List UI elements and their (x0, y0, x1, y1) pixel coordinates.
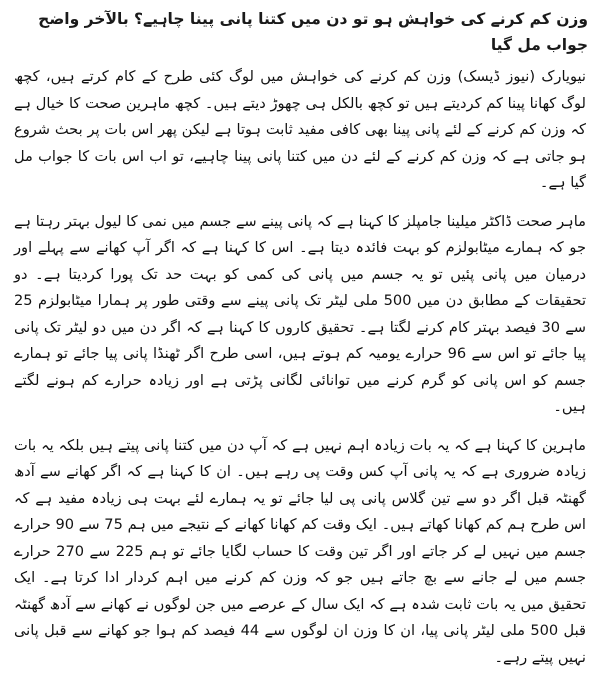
article-paragraph-1: نیویارک (نیوز ڈیسک) وزن کم کرنے کی خواہش میں لوگ کئی طرح کے کام کرتے ہیں، کچھ لوگ کھانا پینا کم کردیتے ہیں تو کچھ بالکل ہی چھوڑ دیتے ہیں۔ کچھ ماہرین صحت کا خیال ہے کہ وزن کم کرنے کے لئے پانی پینا بھی کافی مفید ثابت ہوتا ہے لیکن پھر اس بات پر بحث شروع ہو جاتی ہے کہ وزن کم کرنے کے لئے دن میں کتنا پانی پینا چاہیے، تو اب اس بات کا جواب مل گیا ہے۔ (14, 68, 586, 191)
article-title: وزن کم کرنے کی خواہش ہو تو دن میں کتنا پانی پینا چاہیے؟ بالآخر واضح جواب مل گیا (38, 10, 588, 54)
article-paragraph-3: ماہرین کا کہنا ہے کہ یہ بات زیادہ اہم نہیں ہے کہ آپ دن میں کتنا پانی پیتے ہیں بلکہ یہ بات زیادہ ضروری ہے کہ یہ پانی آپ کس وقت پی رہے ہیں۔ ان کا کہنا ہے کہ اگر کھانے سے آدھ گھنٹہ قبل اگر دو سے تین گلاس پانی پی لیا جائے تو یہ ہمارے لئے بہت ہی زیادہ مفید ہے کہ اس طرح ہم کم کھانا کھاتے ہیں۔ ایک وقت کم کھانا کھانے کے نتیجے میں ہم 75 سے 90 حرارے جسم میں نہیں لے کر جاتے اور اگر تین وقت کا حساب لگایا جائے تو ہم 225 سے 270 حرارے جسم میں لے جانے سے بچ جاتے ہیں جو کہ وزن کم کرنے میں اہم کردار ادا کرتا ہے۔ ایک تحقیق میں یہ بات ثابت شدہ ہے کہ ایک سال کے عرصے میں جن لوگوں نے کھانے سے آدھ گھنٹہ قبل 500 ملی لیٹر پانی پیا، ان کا وزن ان لوگوں سے 44 فیصد کم ہوا جو کھانے سے قبل پانی نہیں پیتے رہے۔ (14, 436, 586, 666)
article-paragraph-2: ماہر صحت ڈاکٹر میلینا جامپلز کا کہنا ہے کہ پانی پینے سے جسم میں نمی کا لیول بہتر رہتا ہے جو کہ ہمارے میٹابولزم کو بہت فائدہ دیتا ہے۔ اس کا کہنا ہے کہ اگر آپ کھانے سے پہلے اور درمیان میں پانی پئیں تو یہ جسم میں پانی کی کمی کو بہت حد تک پورا کردیتا ہے۔ دو تحقیقات کے مطابق دن میں 500 ملی لیٹر تک پانی پینے سے وقتی طور پر ہمارا میٹابولزم 25 سے 30 فیصد بہتر کام کرنے لگتا ہے۔ تحقیق کاروں کا کہنا ہے کہ اگر دن میں دو لیٹر تک پانی پیا جائے تو اس سے 96 حرارے یومیہ کم ہوتے ہیں، اسی طرح اگر ٹھنڈا پانی پیا جائے تو ہمارے جسم کو اس پانی کو گرم کرنے میں توانائی لگانی پڑتی ہے اور زیادہ حرارے کم ہونے لگتے ہیں۔ (13, 212, 587, 415)
article-body (14, 64, 586, 683)
